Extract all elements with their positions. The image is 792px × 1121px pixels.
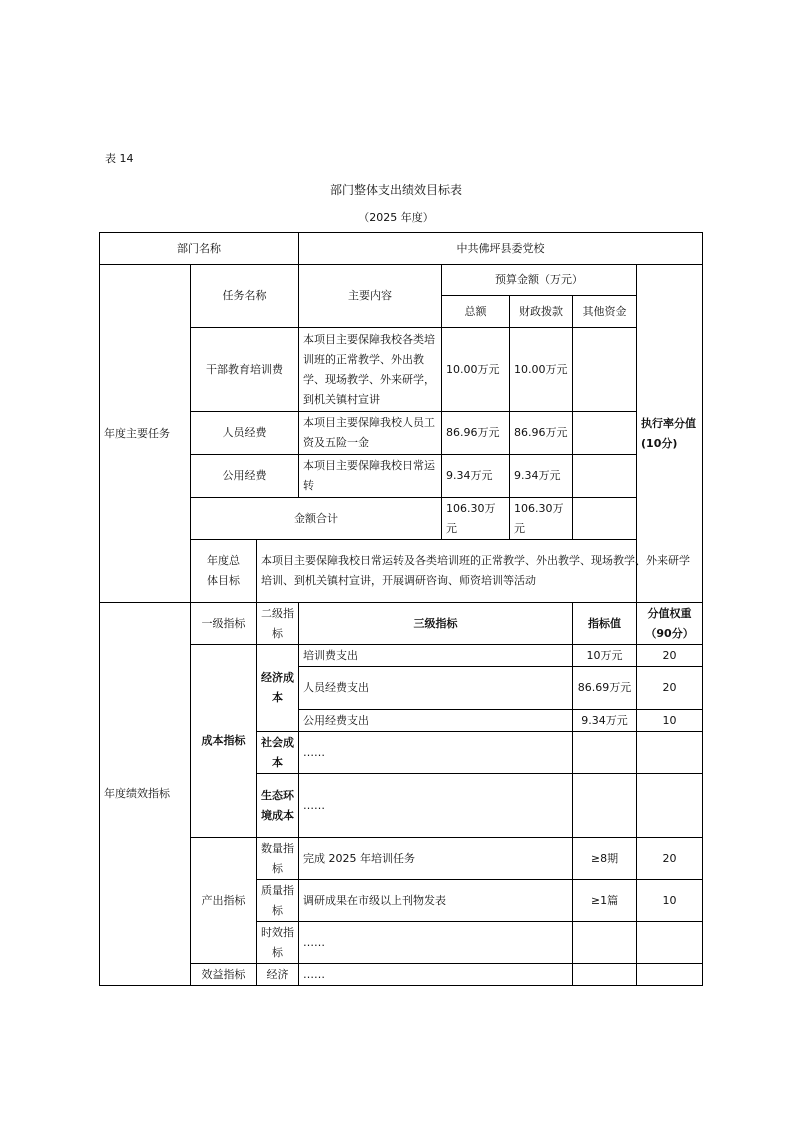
indicator-name: 人员经费支出	[299, 667, 573, 710]
annual-goal-row	[100, 540, 703, 603]
table-number-label: 表 14	[105, 152, 134, 165]
weight-header: 分值权重（90分）	[637, 603, 703, 645]
dept-value: 中共佛坪县委党校	[299, 233, 703, 265]
task-name-header: 任务名称	[191, 265, 299, 328]
task-name: 公用经费	[191, 455, 299, 498]
task-row	[100, 455, 703, 498]
indicator-weight	[637, 964, 703, 986]
sum-label: 金额合计	[191, 498, 442, 540]
execution-rate-score: 执行率分值(10分)	[637, 265, 703, 603]
task-name: 干部教育培训费	[191, 328, 299, 412]
task-content: 本项目主要保障我校各类培训班的正常教学、外出教学、现场教学、外来研学，到机关镇村宣讲	[299, 328, 442, 412]
quantity-indicator-label: 数量指标	[257, 838, 299, 880]
task-content: 本项目主要保障我校人员工资及五险一金	[299, 412, 442, 455]
indicator-name: ……	[299, 732, 573, 774]
indicator-name: 调研成果在市级以上刊物发表	[299, 880, 573, 922]
indicator-value: 9.34万元	[573, 710, 637, 732]
annual-tasks-label: 年度主要任务	[100, 265, 191, 603]
indicator-value: 86.69万元	[573, 667, 637, 710]
task-name: 人员经费	[191, 412, 299, 455]
output-indicator-label: 产出指标	[191, 838, 257, 964]
benefit-indicator-label: 效益指标	[191, 964, 257, 986]
task-total: 9.34万元	[442, 455, 510, 498]
indicator-name: ……	[299, 922, 573, 964]
budget-header: 预算金额（万元）	[442, 265, 637, 296]
document-year: （2025 年度）	[358, 211, 434, 224]
sum-total: 106.30万元	[442, 498, 510, 540]
indicator-value	[573, 964, 637, 986]
perf-header-row	[100, 603, 703, 645]
annual-perf-label: 年度绩效指标	[100, 603, 191, 986]
value-header: 指标值	[573, 603, 637, 645]
indicator-weight	[637, 732, 703, 774]
timeliness-indicator-label: 时效指标	[257, 922, 299, 964]
task-content-header: 主要内容	[299, 265, 442, 328]
indicator-weight	[637, 774, 703, 838]
task-fiscal: 86.96万元	[510, 412, 573, 455]
task-content: 本项目主要保障我校日常运转	[299, 455, 442, 498]
economic-cost-label: 经济成本	[257, 645, 299, 732]
task-header-row	[100, 265, 703, 296]
indicator-name: 完成 2025 年培训任务	[299, 838, 573, 880]
level2-header: 二级指标	[257, 603, 299, 645]
social-cost-label: 社会成本	[257, 732, 299, 774]
indicator-row	[100, 964, 703, 986]
task-other	[573, 412, 637, 455]
indicator-weight	[637, 922, 703, 964]
indicator-weight: 20	[637, 645, 703, 667]
indicator-name: 公用经费支出	[299, 710, 573, 732]
indicator-row	[100, 645, 703, 667]
cost-indicator-label: 成本指标	[191, 645, 257, 838]
task-other	[573, 328, 637, 412]
document-title: 部门整体支出绩效目标表	[329, 183, 462, 197]
task-total: 86.96万元	[442, 412, 510, 455]
fiscal-header: 财政拨款	[510, 296, 573, 328]
indicator-weight: 10	[637, 880, 703, 922]
dept-label: 部门名称	[100, 233, 299, 265]
indicator-weight: 10	[637, 710, 703, 732]
level3-header: 三级指标	[299, 603, 573, 645]
indicator-row	[100, 838, 703, 880]
indicator-name: ……	[299, 964, 573, 986]
indicator-name: 培训费支出	[299, 645, 573, 667]
sum-row	[100, 498, 703, 540]
indicator-value	[573, 922, 637, 964]
indicator-value	[573, 732, 637, 774]
indicator-value	[573, 774, 637, 838]
task-total: 10.00万元	[442, 328, 510, 412]
indicator-value: 10万元	[573, 645, 637, 667]
task-row	[100, 328, 703, 412]
indicator-value: ≥1篇	[573, 880, 637, 922]
other-funds-header: 其他资金	[573, 296, 637, 328]
sum-fiscal: 106.30万元	[510, 498, 573, 540]
indicator-value: ≥8期	[573, 838, 637, 880]
task-row	[100, 412, 703, 455]
task-fiscal: 9.34万元	[510, 455, 573, 498]
performance-target-table	[99, 232, 703, 986]
total-header: 总额	[442, 296, 510, 328]
task-other	[573, 455, 637, 498]
annual-goal-label: 年度总体目标	[191, 540, 257, 603]
annual-goal-text: 本项目主要保障我校日常运转及各类培训班的正常教学、外出教学、现场教学、外来研学培训、到机关镇村宣讲，开展调研咨询、师资培训等活动	[257, 540, 703, 603]
economic-benefit-label: 经济	[257, 964, 299, 986]
sum-other	[573, 498, 637, 540]
quality-indicator-label: 质量指标	[257, 880, 299, 922]
indicator-weight: 20	[637, 667, 703, 710]
eco-cost-label: 生态环境成本	[257, 774, 299, 838]
task-fiscal: 10.00万元	[510, 328, 573, 412]
level1-header: 一级指标	[191, 603, 257, 645]
indicator-name: ……	[299, 774, 573, 838]
dept-row	[100, 233, 703, 265]
indicator-weight: 20	[637, 838, 703, 880]
